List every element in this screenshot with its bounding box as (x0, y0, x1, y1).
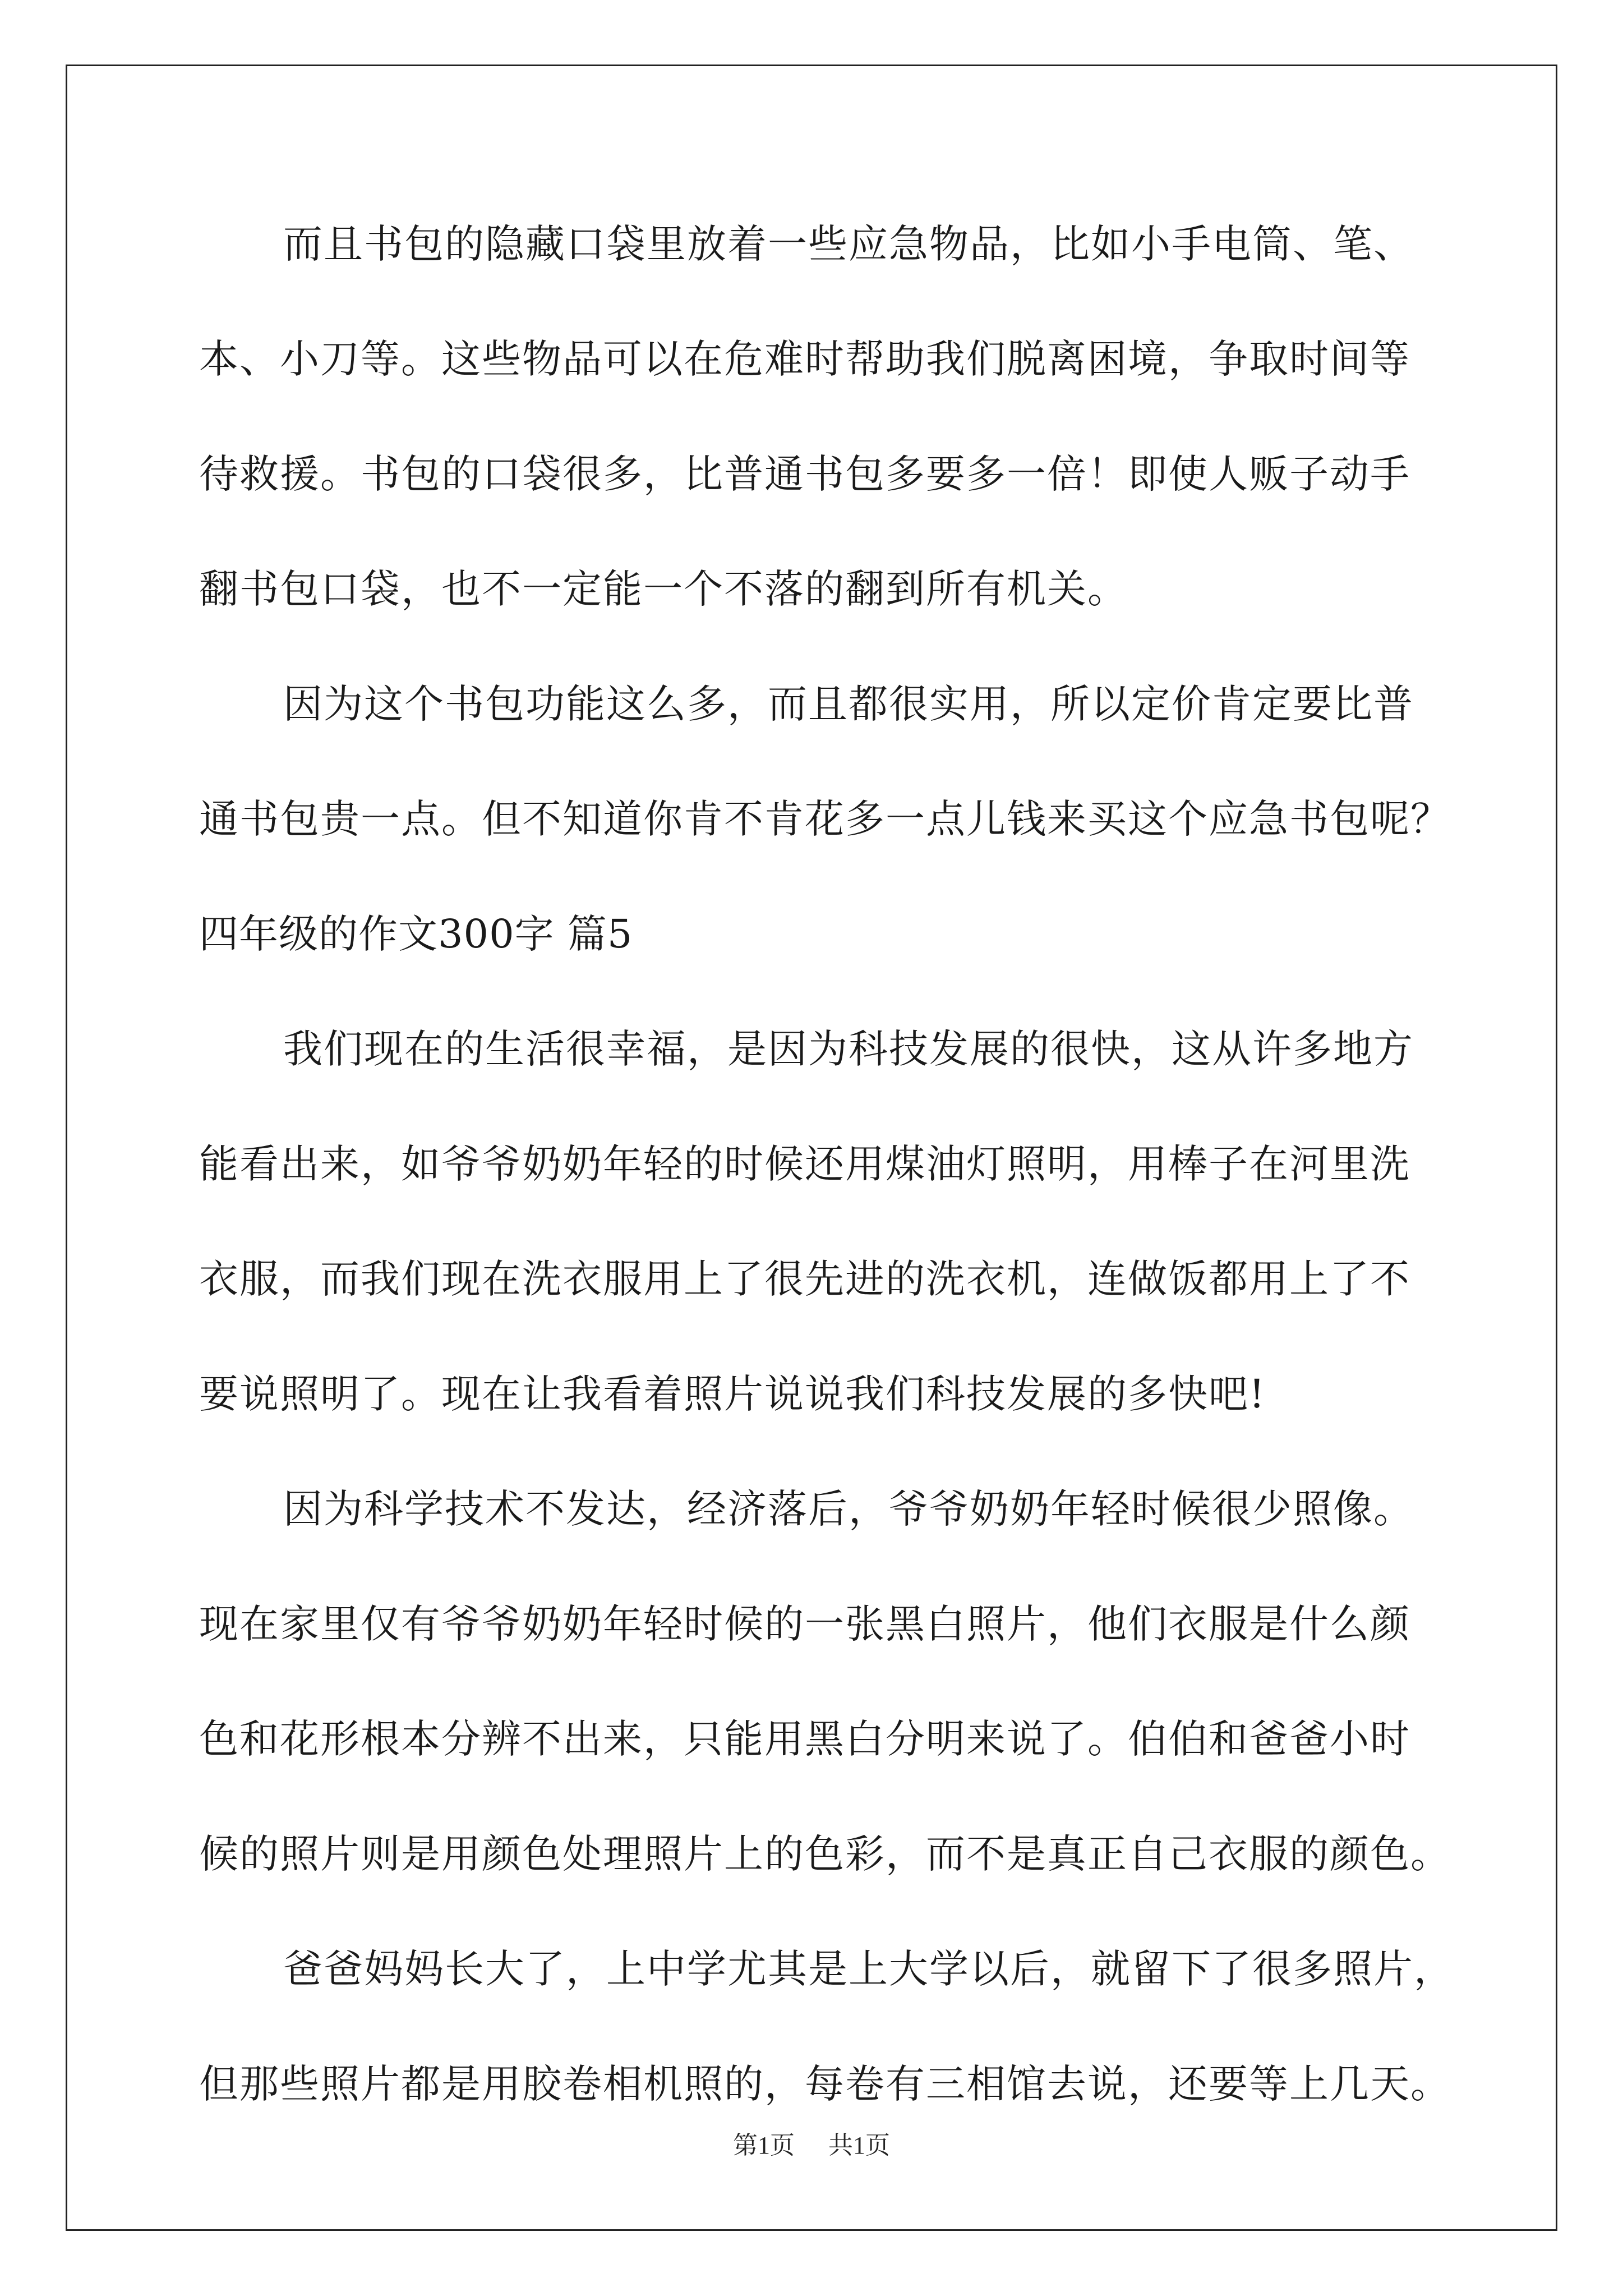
paragraph-line: 色和花形根本分辨不出来，只能用黑白分明来说了。伯伯和爸爸小时 (199, 1716, 1410, 1762)
page-total: 共1页 (828, 2132, 890, 2159)
section-heading: 四年级的作文300字 篇5 (199, 911, 633, 957)
paragraph-line: 而且书包的隐藏口袋里放着一些应急物品，比如小手电筒、笔、 (283, 221, 1414, 267)
paragraph-line: 本、小刀等。这些物品可以在危难时帮助我们脱离困境，争取时间等 (199, 336, 1410, 382)
paragraph-line: 但那些照片都是用胶卷相机照的，每卷有三相馆去说，还要等上几天。 (199, 2061, 1451, 2107)
paragraph-line: 我们现在的生活很幸福，是因为科技发展的很快，这从许多地方 (283, 1026, 1414, 1072)
paragraph-line: 通书包贵一点。但不知道你肯不肯花多一点儿钱来买这个应急书包呢？ (199, 796, 1451, 842)
paragraph-line: 爸爸妈妈长大了，上中学尤其是上大学以后，就留下了很多照片， (283, 1946, 1454, 1992)
page-number: 第1页 (733, 2132, 795, 2159)
paragraph-line: 现在家里仅有爷爷奶奶年轻时候的一张黑白照片，他们衣服是什么颜 (199, 1601, 1410, 1647)
page-footer (0, 2129, 1623, 2162)
paragraph-line: 衣服，而我们现在洗衣服用上了很先进的洗衣机，连做饭都用上了不 (199, 1256, 1410, 1302)
paragraph-line: 翻书包口袋，也不一定能一个不落的翻到所有机关。 (199, 566, 1128, 612)
paragraph-line: 待救援。书包的口袋很多，比普通书包多要多一倍！即使人贩子动手 (199, 451, 1410, 497)
paragraph-line: 候的照片则是用颜色处理照片上的色彩，而不是真正自己衣服的颜色。 (199, 1831, 1451, 1877)
paragraph-line: 因为这个书包功能这么多，而且都很实用，所以定价肯定要比普 (283, 681, 1414, 727)
document-body (199, 210, 1454, 2165)
paragraph-line: 因为科学技术不发达，经济落后，爷爷奶奶年轻时候很少照像。 (283, 1486, 1414, 1532)
paragraph-line: 能看出来，如爷爷奶奶年轻的时候还用煤油灯照明，用棒子在河里洗 (199, 1141, 1410, 1187)
paragraph-line: 要说照明了。现在让我看着照片说说我们科技发展的多快吧! (199, 1371, 1266, 1417)
